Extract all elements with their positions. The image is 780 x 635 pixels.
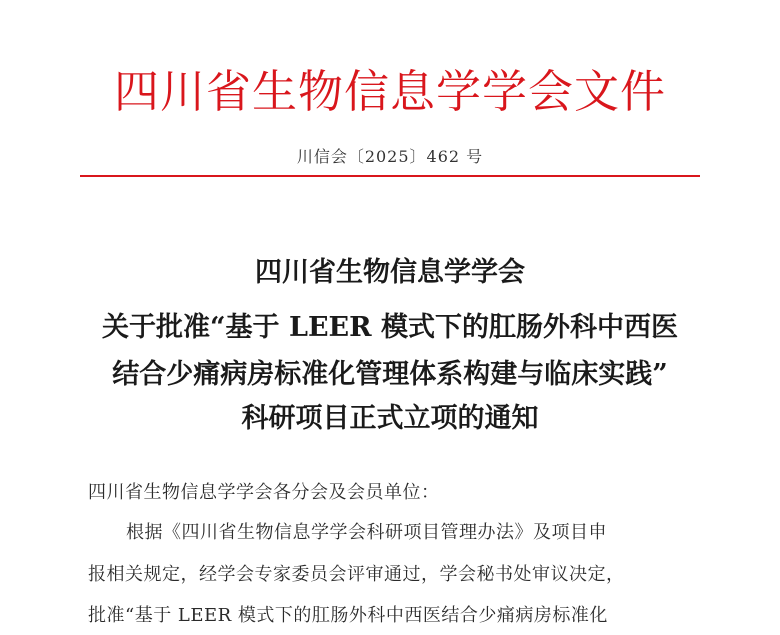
document-number: 川信会〔2025〕462 号 [296,147,484,166]
body-text-line: 批准“基于 LEER 模式下的肛肠外科中西医结合少痛病房标准化 [88,605,608,626]
notice-title-line-4: 科研项目正式立项的通知 [241,403,539,434]
document-header-title: 四川省生物信息学学会文件 [113,65,666,118]
notice-title-line-3: 结合少痛病房标准化管理体系构建与临床实践” [112,359,668,390]
body-text-line: 报相关规定，经学会专家委员会评审通过，学会秘书处审议决定， [88,564,625,585]
notice-title-line-2: 关于批准“基于 LEER 模式下的肛肠外科中西医 [102,312,678,343]
header-divider [80,175,700,177]
body-text-line: 根据《四川省生物信息学学会科研项目管理办法》及项目申 [126,522,607,543]
notice-title-line-1: 四川省生物信息学学会 [255,257,525,288]
salutation: 四川省生物信息学学会各分会及会员单位： [88,482,440,503]
